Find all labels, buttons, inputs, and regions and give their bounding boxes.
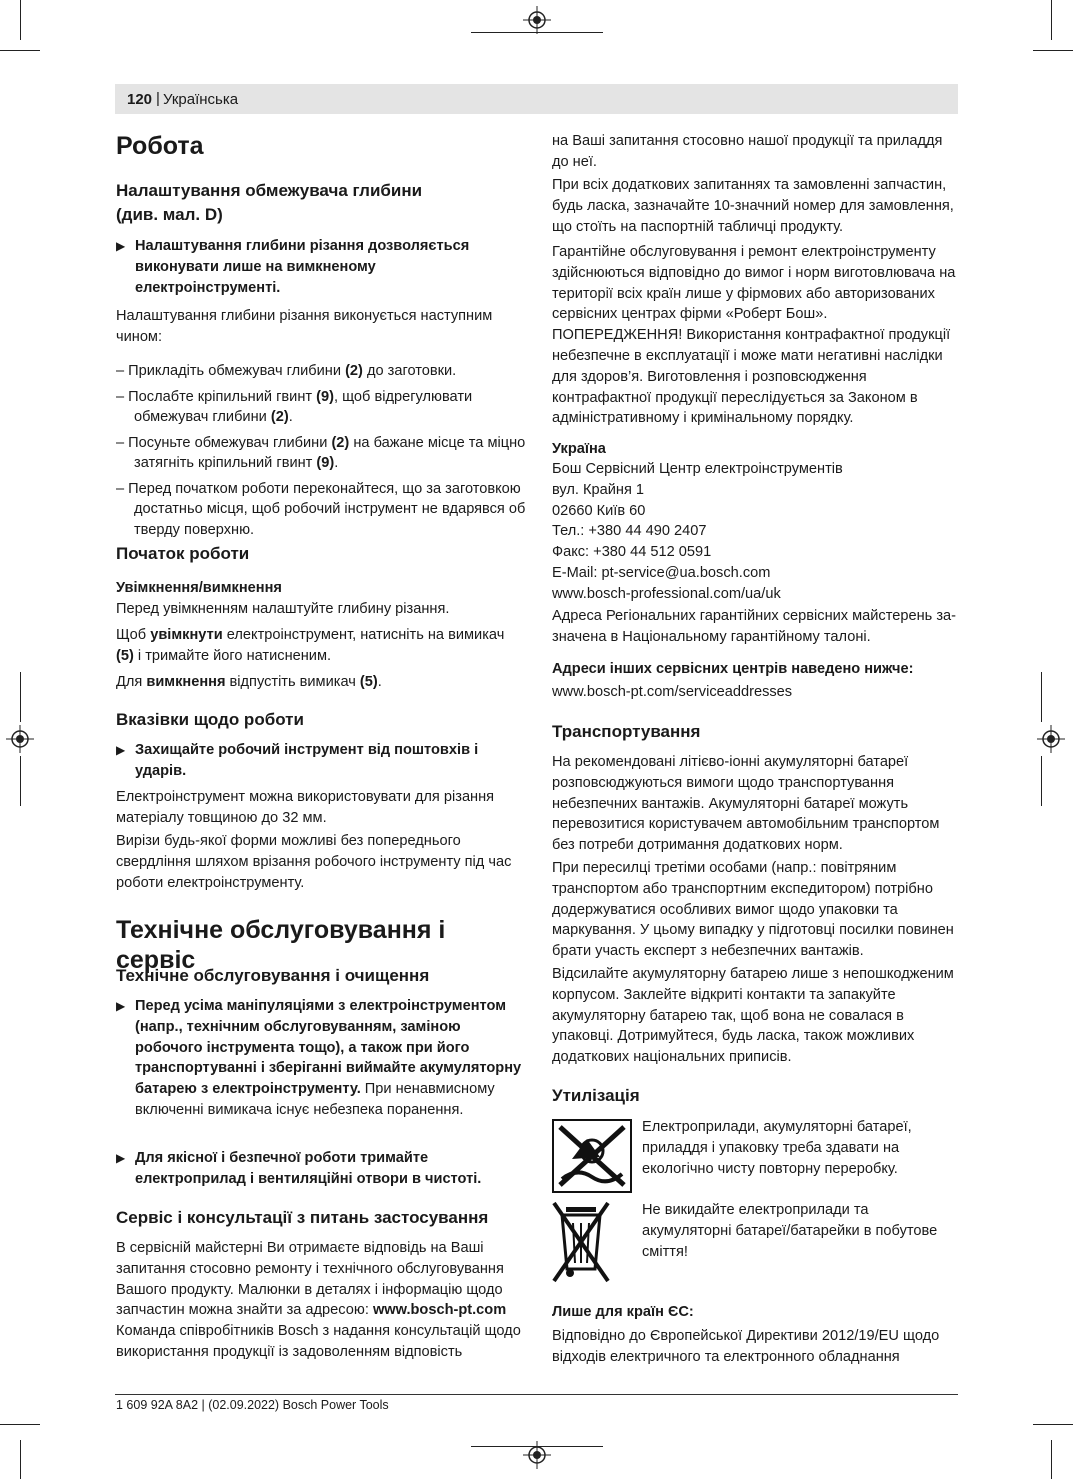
- warning-clean: ▶ Для якісної і безпечної роботи тримайте електроприлад і вентиляційні отвори в чистоті.: [116, 1150, 482, 1187]
- heading-robota: Робота: [116, 132, 204, 160]
- crop-mark: [1033, 1424, 1073, 1425]
- header-language: Українська: [163, 91, 239, 108]
- page-header: [115, 84, 958, 114]
- paragraph-disposal-2: Не викидайте електроприлади та акумуляторні батареї/батарейки в побутове сміття!: [642, 1202, 938, 1260]
- paragraph-switch-off: Для вимкнення відпустіть вимикач (5).: [116, 674, 382, 690]
- no-household-waste-icon: [552, 1119, 632, 1193]
- heading-disposal: Утилізація: [552, 1086, 640, 1105]
- paragraph-transport-3: Відсилайте акумуляторну батарею лише з непошкодженим корпусом. Заклейте відкриті контакти та запакуйте акумуляторну батарею так, щоб вона не совалася в упаковці. Дотримуйтеся, будь ласка, також можливих додаткових національних приписів.: [552, 966, 954, 1066]
- website-link[interactable]: www.bosch-professional.com/ua/uk: [552, 585, 781, 602]
- heading-consult: Сервіс і консультації з питань застосування: [116, 1208, 489, 1227]
- heading-eu-only: Лише для країн ЄС:: [552, 1304, 694, 1320]
- heading-maintenance: Технічне обслуговування і очищення: [116, 966, 430, 985]
- address-block: Бош Сервісний Центр електроінструментів вул. Крайня 1 02660 Київ 60 Тел.: +380 44 490 2407 Факс: +380 44 512 0591 E-Mail: pt-service@ua.bosch.com www.bosch-professional.com/ua/uk: [552, 459, 957, 605]
- paragraph-consult: В сервісній майстерні Ви отримаєте відповідь на Ваші запитання стосовно ремонту і технічного обслуговування Вашого продукту. Малюнки в деталях і інформацію щодо запчастин можна знайти за адресою: www.bosch-pt.com Команда співробітників Bosch з надання консультацій щодо використання продукції із задоволенням відповість: [116, 1240, 521, 1360]
- footer-rule: [115, 1394, 958, 1395]
- paragraph-continued: на Ваші запитання стосовно нашої продукції та приладдя до неї.: [552, 133, 943, 170]
- paragraph-disposal-1: Електроприлади, акумуляторні батареї, приладдя і упаковку треба здавати на екологічно чисту повторну переробку.: [642, 1119, 912, 1177]
- paragraph-transport-1: На рекомендовані літієво-іонні акумуляторні батареї розповсюджуються вимоги щодо транспортування небезпечних вантажів. Акумуляторні батареї можуть перевозитися користувачем автомобільним транспортом без потреби дотримання додаткових норм.: [552, 754, 940, 854]
- arrow-icon: ▶: [116, 743, 126, 757]
- crossed-out-wheelie-bin-icon: [552, 1201, 610, 1285]
- warning-maintenance: ▶ Перед усіма маніпуляціями з електроінструментом (напр., технічним обслуговуванням, заміною робочого інструмента тощо), а також при його транспортуванні і зберіганні виймайте акумуляторну батарею з електроінструменту. При ненавмисному включенні вимикача існує небезпека поранення.: [116, 998, 522, 1118]
- paragraph-tips-1: Електроінструмент можна використовувати для різання матеріалу товщиною до 32 мм.: [116, 789, 495, 826]
- paragraph-depth-intro: Налаштування глибини різання виконується наступним чином:: [116, 308, 493, 345]
- registration-mark-icon: [523, 6, 551, 34]
- heading-transport: Транспортування: [552, 722, 701, 741]
- heading-ukraine: Україна: [552, 441, 606, 457]
- email-link[interactable]: E-Mail: pt-service@ua.bosch.com: [552, 564, 771, 581]
- step-4: – Перед початком роботи переконайтеся, що за заготовкою достатньо місця, щоб робочий інструмент не вдарявся об тверду поверхню.: [116, 480, 526, 539]
- page-number: 120: [127, 91, 153, 108]
- heading-service: Технічне обслуговування і сервіс: [116, 916, 446, 974]
- service-addresses-link[interactable]: www.bosch-pt.com/serviceaddresses: [552, 684, 793, 700]
- crop-mark: [1033, 50, 1073, 51]
- arrow-icon: ▶: [116, 1151, 126, 1165]
- paragraph-onoff: Перед увімкненням налаштуйте глибину різання.: [116, 601, 450, 617]
- paragraph-regional: Адреса Регіональних гарантійних сервісних майстерень за- значена в Національному гарантійному талоні.: [552, 608, 956, 645]
- warning-tips: ▶ Захищайте робочий інструмент від поштовхів і ударів.: [116, 742, 479, 779]
- heading-other-centers: Адреси інших сервісних центрів наведено нижче:: [552, 661, 914, 677]
- crop-mark: [1051, 1440, 1052, 1479]
- crop-mark: [1051, 0, 1052, 40]
- crop-mark: [1041, 756, 1042, 806]
- registration-mark-icon: [6, 725, 34, 753]
- header-separator: |: [156, 90, 160, 107]
- crop-mark: [20, 672, 21, 722]
- paragraph-tips-2: Вирізи будь-якої форми можливі без попереднього свердління шляхом врізання робочого інструменту під час роботи електроінструменту.: [116, 833, 512, 891]
- warning-depth-text: Налаштування глибини різання дозволяється виконувати лише на вимкненому електроінструменті.: [135, 238, 470, 296]
- heading-tips: Вказівки щодо роботи: [116, 710, 304, 729]
- step-3: – Посуньте обмежувач глибини (2) на бажане місце та міцно затягніть кріпильний гвинт (9).: [116, 434, 526, 472]
- registration-mark-icon: [523, 1441, 551, 1469]
- heading-depth-stop: Налаштування обмежувача глибини (див. мал. D): [116, 181, 423, 224]
- paragraph-spare-parts: При всіх додаткових запитаннях та замовленні запчастин, будь ласка, зазначайте 10-значний номер для замовлення, що стоїть на паспортній табличці продукту.: [552, 177, 954, 235]
- arrow-icon: ▶: [116, 239, 126, 253]
- registration-mark-icon: [1037, 725, 1065, 753]
- warning-depth: [116, 236, 511, 298]
- crop-mark: [0, 50, 40, 51]
- crop-mark: [20, 0, 21, 40]
- crop-mark: [20, 756, 21, 806]
- crop-mark: [1041, 672, 1042, 722]
- heading-start: Початок роботи: [116, 544, 250, 563]
- crop-mark: [0, 1424, 40, 1425]
- heading-on-off: Увімкнення/вимкнення: [116, 580, 282, 596]
- bosch-link[interactable]: www.bosch-pt.com: [372, 1302, 507, 1319]
- arrow-icon: ▶: [116, 999, 126, 1013]
- step-1: – Прикладіть обмежувач глибини (2) до заготовки.: [116, 362, 457, 379]
- crop-mark: [20, 1440, 21, 1479]
- paragraph-warranty: Гарантійне обслуговування і ремонт електроінструменту здійснюються відповідно до вимог і норм виготовлювача на території всіх країн лише у фірмових або авторизованих сервісних центрах фірми «Роберт Бош». ПОПЕРЕДЖЕННЯ! Використання контрафактної продукції небезпечне в експлуатації і може мати негативні наслідки для здоров’я. Виготовлення і розповсюдження контрафактної продукції переслідується за Законом в адміністративному і кримінальному порядку.: [552, 244, 956, 427]
- paragraph-eu: Відповідно до Європейської Директиви 2012/19/EU щодо відходів електричного та електронного обладнання: [552, 1328, 940, 1365]
- paragraph-switch-on: Щоб увімкнути електроінструмент, натисніть на вимикач (5) і тримайте його натисненим.: [116, 627, 505, 664]
- step-2: – Послабте кріпильний гвинт (9), щоб відрегулювати обмежувач глибини (2).: [116, 388, 473, 426]
- paragraph-transport-2: При пересилці третіми особами (напр.: повітряним транспортом або транспортним експедитором) потрібно додержуватися особливих вимог щодо упаковки та маркування. У цьому випадку у підготовці посилки повинен брати участь експерт з небезпечних вантажів.: [552, 860, 954, 960]
- footer-text: 1 609 92A 8A2 | (02.09.2022) Bosch Power Tools: [116, 1398, 389, 1412]
